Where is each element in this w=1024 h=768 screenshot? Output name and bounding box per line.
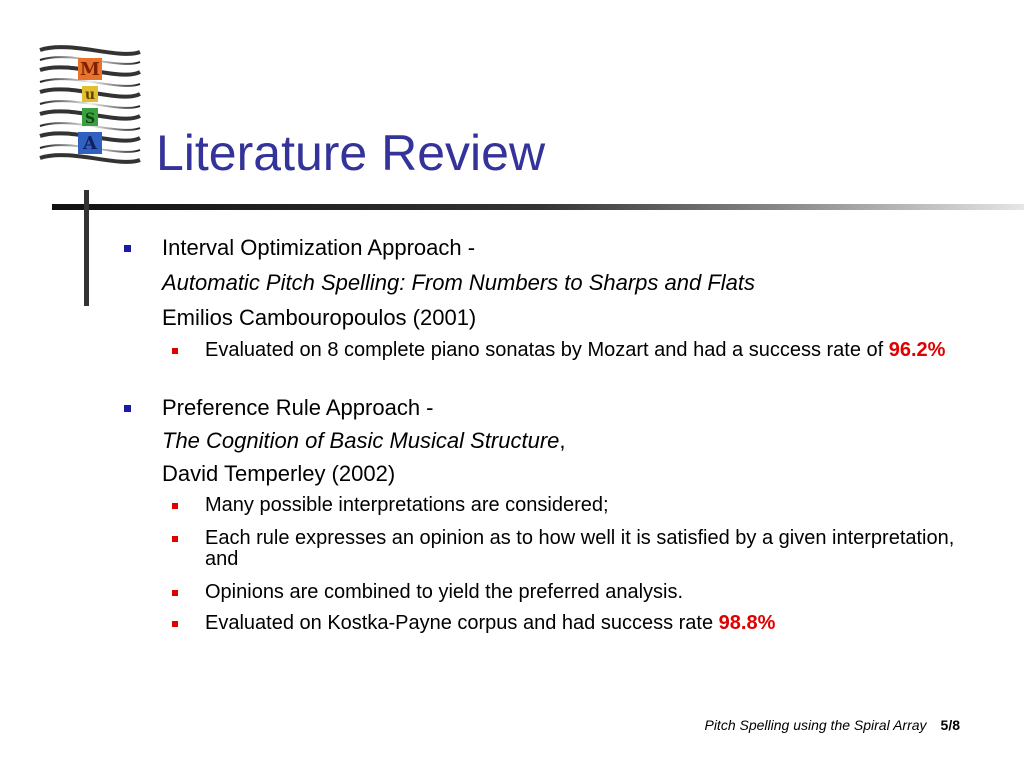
sub-bullet-text: Each rule expresses an opinion as to how well it is satisfied by a given interpretation, and xyxy=(205,527,955,570)
slide-footer xyxy=(704,717,960,733)
sub-bullet-item xyxy=(205,613,965,634)
work-title: The Cognition of Basic Musical Structure xyxy=(162,428,560,453)
author-line: Emilios Cambouropoulos (2001) xyxy=(162,305,477,330)
square-bullet-icon xyxy=(172,348,178,354)
square-bullet-icon xyxy=(124,405,131,412)
logo-letter-u: u xyxy=(84,87,96,103)
sub-bullet-text: Many possible interpretations are considered; xyxy=(205,494,609,516)
square-bullet-icon xyxy=(172,590,178,596)
sub-bullet-text: Evaluated on 8 complete piano sonatas by Mozart and had a success rate of xyxy=(205,339,889,361)
logo-letter-s: S xyxy=(84,111,96,127)
author-line: David Temperley (2002) xyxy=(162,461,396,486)
logo-letter-a: A xyxy=(83,133,97,154)
sub-bullet-item xyxy=(205,528,965,570)
bullet-heading: Interval Optimization Approach - xyxy=(162,235,476,260)
bullet-item xyxy=(162,395,434,421)
sub-bullet-text: Opinions are combined to yield the preferred analysis. xyxy=(205,581,684,603)
logo-letter-m: M xyxy=(80,59,100,80)
success-rate-highlight: 96.2% xyxy=(888,339,946,361)
slide-title: Literature Review xyxy=(156,125,546,181)
page-number: 5/8 xyxy=(940,717,960,733)
bullet-heading: Preference Rule Approach - xyxy=(162,395,434,420)
work-title-suffix: , xyxy=(559,428,566,453)
work-title-line xyxy=(162,428,566,454)
square-bullet-icon xyxy=(172,503,178,509)
sub-bullet-item xyxy=(205,495,965,516)
footer-title: Pitch Spelling using the Spiral Array xyxy=(704,717,927,733)
square-bullet-icon xyxy=(124,245,131,252)
bullet-item xyxy=(162,235,475,261)
square-bullet-icon xyxy=(172,621,178,627)
sub-bullet-item xyxy=(205,582,965,603)
work-title: Automatic Pitch Spelling: From Numbers to Sharps and Flats xyxy=(162,270,756,295)
success-rate-highlight: 98.8% xyxy=(718,612,776,634)
sub-bullet-text: Evaluated on Kostka-Payne corpus and had success rate xyxy=(205,612,719,634)
sub-bullet-item xyxy=(205,340,965,361)
square-bullet-icon xyxy=(172,536,178,542)
